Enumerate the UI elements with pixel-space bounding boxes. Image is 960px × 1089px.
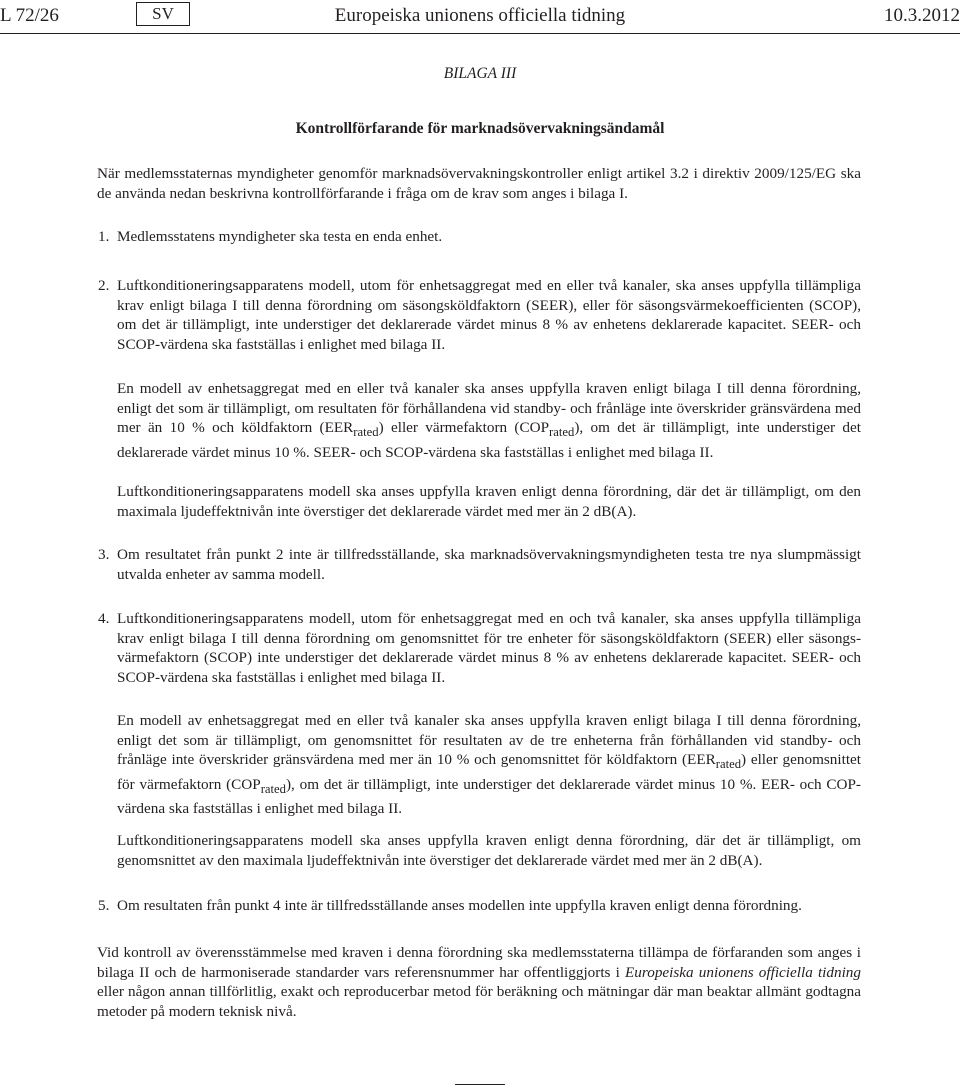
item-text: Luftkonditioneringsapparatens modell, utom för enhetsaggregat med en eller två kanaler, ska anses uppfylla tillämpliga krav enligt bilaga I till denna förordning om säsongsköldfaktorn (SEER), eller för säsongsvärmekoefficienten (SCOP), om det är tillämpligt, inte understiger det deklarerade värdet minus 8 % av enhetens deklarerade kapacitet. SEER- och SCOP-värdena ska fastställas i enlighet med bilaga II. xyxy=(117,277,861,353)
item-number: 3. xyxy=(98,546,110,563)
item-4-paragraph-1 xyxy=(98,609,861,687)
journal-name: Europeiska unionens officiella tidning xyxy=(334,5,626,26)
text-segment: Vid kontroll av överensstämmelse med kraven i denna förordning ska medlemsstaterna tillämpa de förfaranden som anges i bilaga II och de harmoniserade standarder vars referensnummer har offentliggjorts i xyxy=(97,944,861,981)
text-segment: En modell av enhetsaggregat med en eller två kanaler ska anses uppfylla kraven enligt bilaga I till denna förordning, enligt det som är tillämpligt, om resultaten för förhållandena vid standby- och frånläge inte överskrider gränsvärdena med mer än 10 % och köldfaktorn (EER xyxy=(117,380,861,436)
text-segment: En modell av enhetsaggregat med en eller två kanaler ska anses uppfylla kraven enligt bilaga I till denna förordning, enligt det som är tillämpligt, om genomsnittet för resultaten av de tre enheterna från förhållanden vid standby- och frånläge inte överskrider gränsvärdena med mer än 10 % och genomsnittet för köldfaktorn (EER xyxy=(117,712,861,768)
item-number: 4. xyxy=(98,610,110,627)
item-1 xyxy=(98,227,861,247)
footer-divider xyxy=(455,1084,505,1085)
item-number: 5. xyxy=(98,897,110,914)
text-segment: ) eller genomsnittet för värmefaktorn (COP xyxy=(117,751,862,793)
text-segment: ) eller värmefaktorn (COP xyxy=(378,419,550,436)
item-5 xyxy=(98,896,861,916)
item-number: 2. xyxy=(98,277,110,294)
item-3 xyxy=(98,545,861,584)
item-2-paragraph-1 xyxy=(98,276,861,354)
document-title: Kontrollförfarande för marknadsövervakningsändamål xyxy=(295,120,665,137)
text-segment: ), om det är tillämpligt, inte understiger det deklarerade värdet minus 10 %. SEER- och SCOP-värdena ska fastställas i enlighet med bilaga II. xyxy=(117,419,861,461)
subscript: rated xyxy=(549,425,575,440)
item-text: Luftkonditioneringsapparatens modell, utom för enhetsaggregat med en och två kanaler, ska anses uppfylla tillämpliga krav enligt bilaga I till denna förordning om genomsnittet för tre enheter för säsongsköldfaktorn (SEER) eller säsongsvärmefaktorn (SCOP) inte understiger det deklarerade värdet minus 8 % av enhetens deklarerade kapacitet. SEER- och SCOP-värdena ska fastställas i enlighet med bilaga II. xyxy=(117,610,861,686)
subscript: rated xyxy=(353,425,379,440)
item-2-paragraph-3: Luftkonditioneringsapparatens modell ska anses uppfylla kraven enligt denna förordning, där det är tillämpligt, om den maximala ljudeffektnivån inte överstiger det deklarerade värdet med mer än 2 dB(A). xyxy=(117,483,861,520)
subscript: rated xyxy=(260,781,286,796)
item-text: Om resultaten från punkt 4 inte är tillfredsställande anses modellen inte uppfylla kraven enligt denna förordning. xyxy=(117,897,802,914)
publication-date: 10.3.2012 xyxy=(884,5,960,26)
intro-paragraph: När medlemsstaternas myndigheter genomför marknadsövervakningskontroller enligt artikel 3.2 i direktiv 2009/125/EG ska de använda nedan beskrivna kontrollförfarande i fråga om de krav som anges i bilaga I. xyxy=(97,165,861,202)
language-badge: SV xyxy=(136,2,190,26)
item-2-paragraph-2 xyxy=(117,379,861,462)
text-segment: ), om det är tillämpligt, inte understiger det deklarerade värdet minus 10 %. EER- och COP-värdena ska fastställas i enlighet med bilaga II. xyxy=(117,775,861,818)
text-segment: eller någon annan tillförlitlig, exakt och reproducerbar metod för beräkning och mätningar där man beaktar allmänt godtagna metoder på modern teknisk nivå. xyxy=(97,983,861,1020)
page-header xyxy=(0,2,960,32)
item-4-paragraph-3: Luftkonditioneringsapparatens modell ska anses uppfylla kraven enligt denna förordning, där det är tillämpligt, om genomsnittet av den maximala ljudeffektnivån inte överstiger det deklarerade värdet med mer än 2 dB(A). xyxy=(117,832,861,869)
subscript: rated xyxy=(715,757,742,772)
annex-title: BILAGA III xyxy=(443,65,517,82)
header-divider xyxy=(0,33,960,34)
item-4-paragraph-2 xyxy=(117,711,861,819)
page-reference: L 72/26 xyxy=(0,5,59,26)
item-text: Om resultatet från punkt 2 inte är tillfredsställande, ska marknadsövervakningsmyndigheten testa tre nya slumpmässigt utvalda enheter av samma modell. xyxy=(117,546,861,583)
item-number: 1. xyxy=(98,228,110,245)
item-text: Medlemsstatens myndigheter ska testa en enda enhet. xyxy=(117,228,443,245)
closing-paragraph xyxy=(97,943,861,1021)
journal-reference: Europeiska unionens officiella tidning xyxy=(625,963,861,981)
